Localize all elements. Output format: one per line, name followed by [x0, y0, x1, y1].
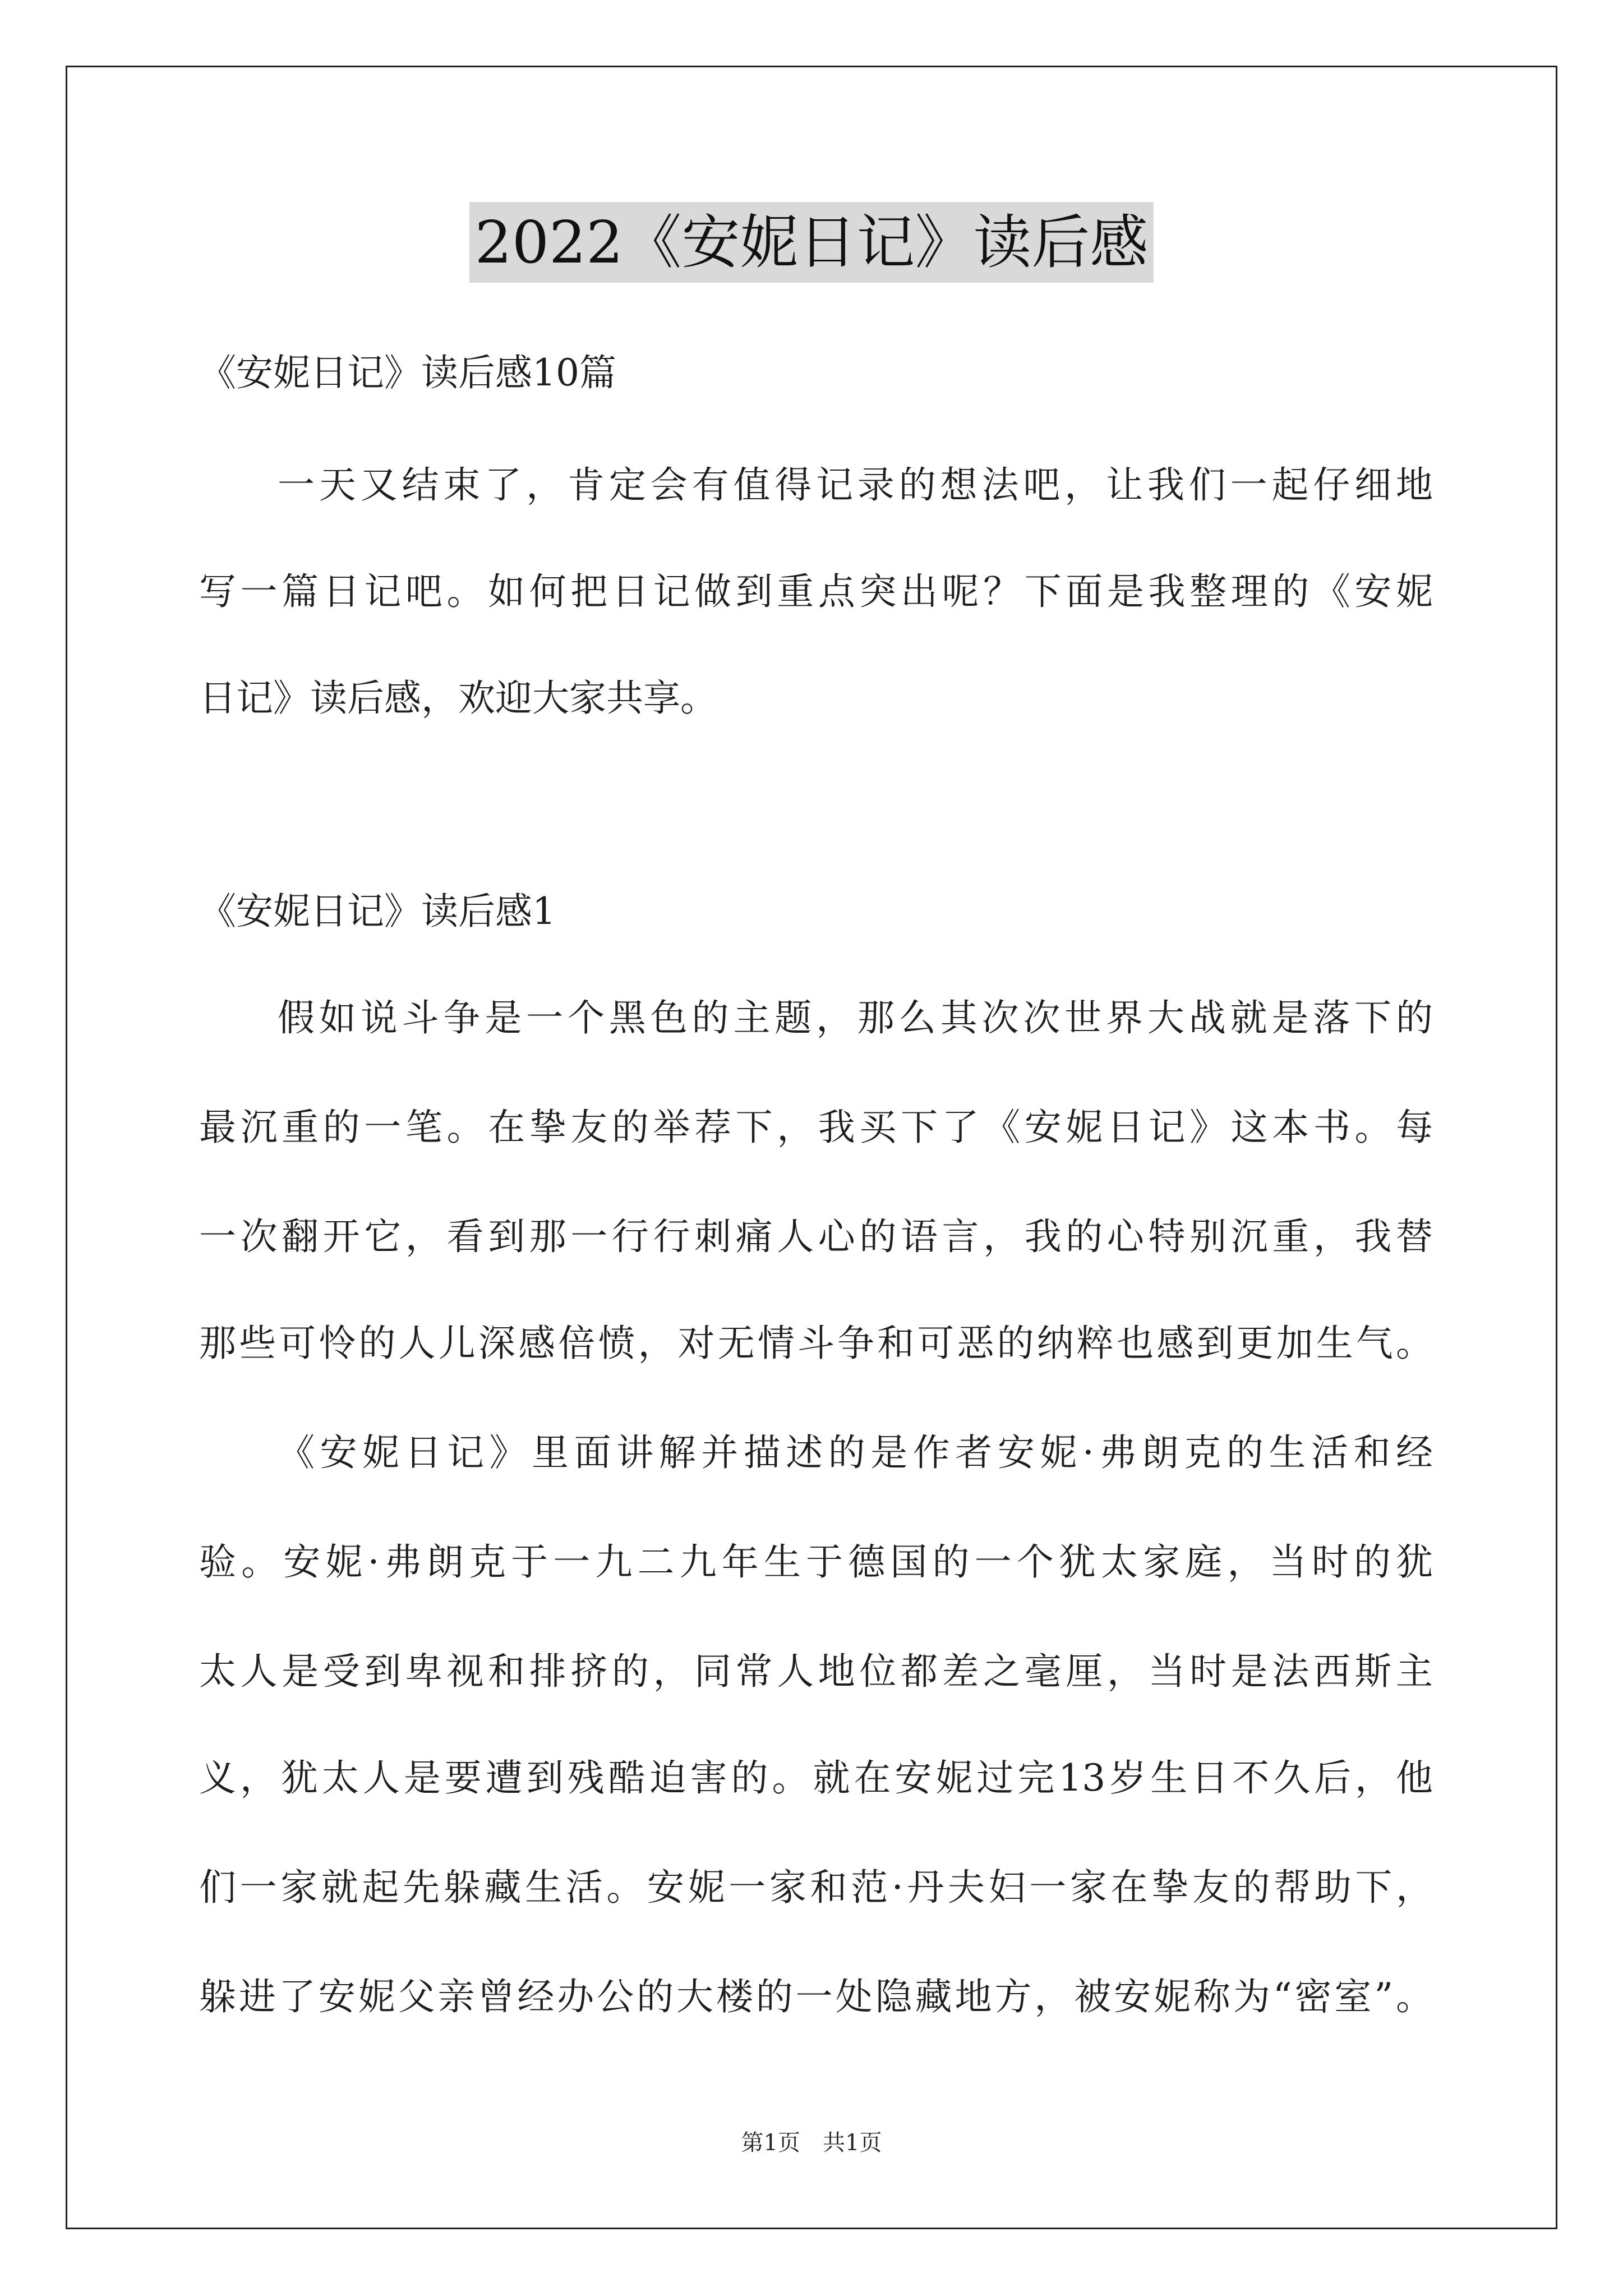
intro-line: 写一篇日记吧。如何把日记做到重点突出呢？下面是我整理的《安妮 — [199, 570, 1433, 613]
paragraph-line: 一次翻开它，看到那一行行刺痛人心的语言，我的心特别沉重，我替 — [199, 1215, 1433, 1258]
paragraph-line: 义，犹太人是要遭到残酷迫害的。就在安妮过完13岁生日不久后，他 — [199, 1756, 1433, 1800]
document-title: 2022《安妮日记》读后感 — [469, 202, 1154, 283]
paragraph-line: 假如说斗争是一个黑色的主题，那么其次次世界大战就是落下的 — [278, 996, 1433, 1039]
document-subtitle: 《安妮日记》读后感10篇 — [199, 351, 616, 394]
page-footer: 第1页 共1页 — [741, 2130, 882, 2156]
paragraph-line: 最沉重的一笔。在挚友的举荐下，我买下了《安妮日记》这本书。每 — [199, 1106, 1433, 1149]
paragraph-line: 验。安妮·弗朗克于一九二九年生于德国的一个犹太家庭，当时的犹 — [199, 1540, 1433, 1584]
section-heading: 《安妮日记》读后感1 — [199, 890, 556, 933]
paragraph-line: 《安妮日记》里面讲解并描述的是作者安妮·弗朗克的生活和经 — [278, 1431, 1433, 1474]
title-container — [0, 202, 1623, 283]
paragraph-line: 躲进了安妮父亲曾经办公的大楼的一处隐藏地方，被安妮称为“密室”。 — [199, 1975, 1433, 2018]
intro-line: 日记》读后感，欢迎大家共享。 — [199, 677, 717, 720]
paragraph-line: 太人是受到卑视和排挤的，同常人地位都差之毫厘，当时是法西斯主 — [199, 1650, 1433, 1693]
intro-line: 一天又结束了，肯定会有值得记录的想法吧，让我们一起仔细地 — [278, 463, 1433, 507]
paragraph-line: 们一家就起先躲藏生活。安妮一家和范·丹夫妇一家在挚友的帮助下， — [199, 1866, 1433, 1909]
paragraph-line: 那些可怜的人儿深感倍愤，对无情斗争和可恶的纳粹也感到更加生气。 — [199, 1322, 1433, 1365]
